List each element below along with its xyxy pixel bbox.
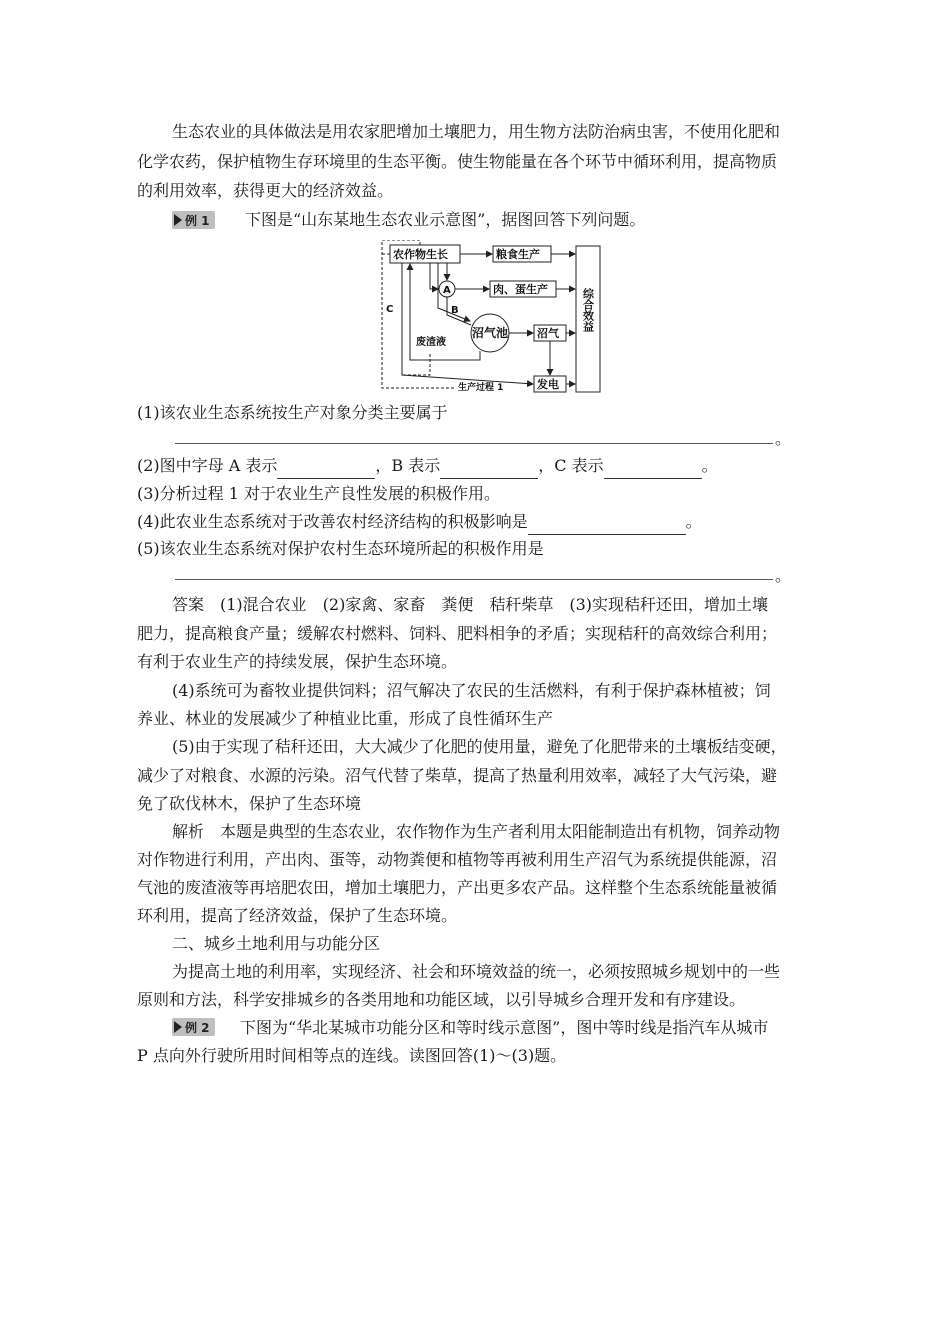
q2-a-text: (2)图中字母 A 表示 bbox=[137, 456, 278, 475]
example-1-badge bbox=[172, 211, 215, 229]
question-2 bbox=[137, 453, 718, 479]
example-2-prompt: 下图为“华北某城市功能分区和等时线示意图”，图中等时线是指汽车从城市 bbox=[240, 1018, 769, 1037]
answer-blank-5 bbox=[175, 579, 773, 580]
letter-b: B bbox=[451, 305, 459, 316]
section-2-heading: 二、城乡土地利用与功能分区 bbox=[172, 934, 381, 953]
analysis-line-1: 解析 本题是典型的生态农业，农作物作为生产者利用太阳能制造出有机物，饲养动物 bbox=[172, 822, 781, 841]
intro-line-3: 的利用效率，获得更大的经济效益。 bbox=[137, 181, 394, 200]
intro-line-2: 化学农药，保护植物生存环境里的生态平衡。使生物能量在各个环节中循环利用，提高物质 bbox=[137, 152, 778, 171]
meat-label: 肉、蛋生产 bbox=[493, 283, 548, 296]
answer-line-2: 肥力，提高粮食产量；缓解农村燃料、饲料、肥料相争的矛盾；实现秸秆的高效综合利用； bbox=[137, 624, 778, 643]
play-icon bbox=[174, 1021, 182, 1033]
example-2-badge bbox=[172, 1018, 215, 1036]
letter-a: A bbox=[443, 285, 451, 296]
q5-end: 。 bbox=[775, 566, 792, 585]
answer-blank-1 bbox=[175, 443, 773, 444]
analysis-line-3: 气池的废渣液等再培肥农田，增加土壤肥力，产出更多农产品。这样整个生态系统能量被循 bbox=[137, 878, 778, 897]
section-2-line-2: 原则和方法，科学安排城乡的各类用地和功能区域，以引导城乡合理开发和有序建设。 bbox=[137, 990, 746, 1009]
play-icon bbox=[174, 214, 182, 226]
answer5-line-2: 减少了对粮食、水源的污染。沼气代替了柴草，提高了热量利用效率，减轻了大气污染，避 bbox=[137, 766, 778, 785]
letter-c: C bbox=[386, 304, 394, 315]
question-1: (1)该农业生态系统按生产对象分类主要属于 bbox=[137, 403, 448, 422]
q2-end: 。 bbox=[701, 456, 718, 475]
biogas-label: 沼气 bbox=[537, 327, 559, 340]
section-2-line-1: 为提高土地的利用率，实现经济、社会和环境效益的统一，必须按照城乡规划中的一些 bbox=[172, 962, 781, 981]
crop-label: 农作物生长 bbox=[393, 248, 448, 261]
benefit-label: 综合效益 bbox=[581, 288, 595, 332]
question-3: (3)分析过程 1 对于农业生产良性发展的积极作用。 bbox=[137, 484, 501, 503]
intro-line-1: 生态农业的具体做法是用农家肥增加土壤肥力，用生物方法防治病虫害，不使用化肥和 bbox=[172, 122, 781, 141]
blank-c bbox=[604, 461, 702, 479]
blank-a bbox=[277, 461, 375, 479]
q4-text: (4)此农业生态系统对于改善农村经济结构的积极影响是 bbox=[137, 512, 528, 531]
example-2-badge-label: 例 2 bbox=[185, 1020, 210, 1035]
power-label: 发电 bbox=[537, 378, 559, 391]
answer5-line-3: 免了砍伐林木，保护了生态环境 bbox=[137, 794, 362, 813]
analysis-line-2: 对作物进行利用，产出肉、蛋等，动物粪便和植物等再被利用生产沼气为系统提供能源，沼 bbox=[137, 850, 778, 869]
blank-4 bbox=[528, 517, 686, 535]
blank-b bbox=[440, 461, 538, 479]
eco-agriculture-diagram bbox=[380, 240, 610, 398]
waste-label: 废渣液 bbox=[416, 337, 446, 348]
question-4 bbox=[137, 509, 702, 535]
biogas-pool-label: 沼气池 bbox=[472, 326, 509, 340]
analysis-line-4: 环利用，提高了经济效益，保护了生态环境。 bbox=[137, 906, 458, 925]
grain-label: 粮食生产 bbox=[496, 248, 540, 261]
answer-line-3: 有利于农业生产的持续发展，保护生态环境。 bbox=[137, 652, 458, 671]
question-5: (5)该农业生态系统对保护农村生态环境所起的积极作用是 bbox=[137, 539, 544, 558]
q2-b-text: ，B 表示 bbox=[375, 456, 441, 475]
example-1-prompt: 下图是“山东某地生态农业示意图”，据图回答下列问题。 bbox=[245, 210, 646, 229]
answer5-line-1: (5)由于实现了秸秆还田，大大减少了化肥的使用量，避免了化肥带来的土壤板结变硬， bbox=[172, 737, 787, 756]
answer-line-1: 答案 (1)混合农业 (2)家禽、家畜 粪便 秸秆柴草 (3)实现秸秆还田，增加土壤 bbox=[172, 595, 768, 614]
answer4-line-1: (4)系统可为畜牧业提供饲料；沼气解决了农民的生活燃料，有利于保护森林植被；饲 bbox=[172, 681, 771, 700]
q4-end: 。 bbox=[685, 512, 702, 531]
q1-end: 。 bbox=[775, 429, 792, 448]
process-label: 生产过程 1 bbox=[458, 383, 504, 393]
answer4-line-2: 养业、林业的发展减少了种植业比重，形成了良性循环生产 bbox=[137, 709, 554, 728]
example-1-badge-label: 例 1 bbox=[185, 213, 210, 228]
q2-c-text: ，C 表示 bbox=[538, 456, 604, 475]
example-2-prompt-line-2: P 点向外行驶所用时间相等点的连线。读图回答(1)～(3)题。 bbox=[137, 1046, 567, 1065]
